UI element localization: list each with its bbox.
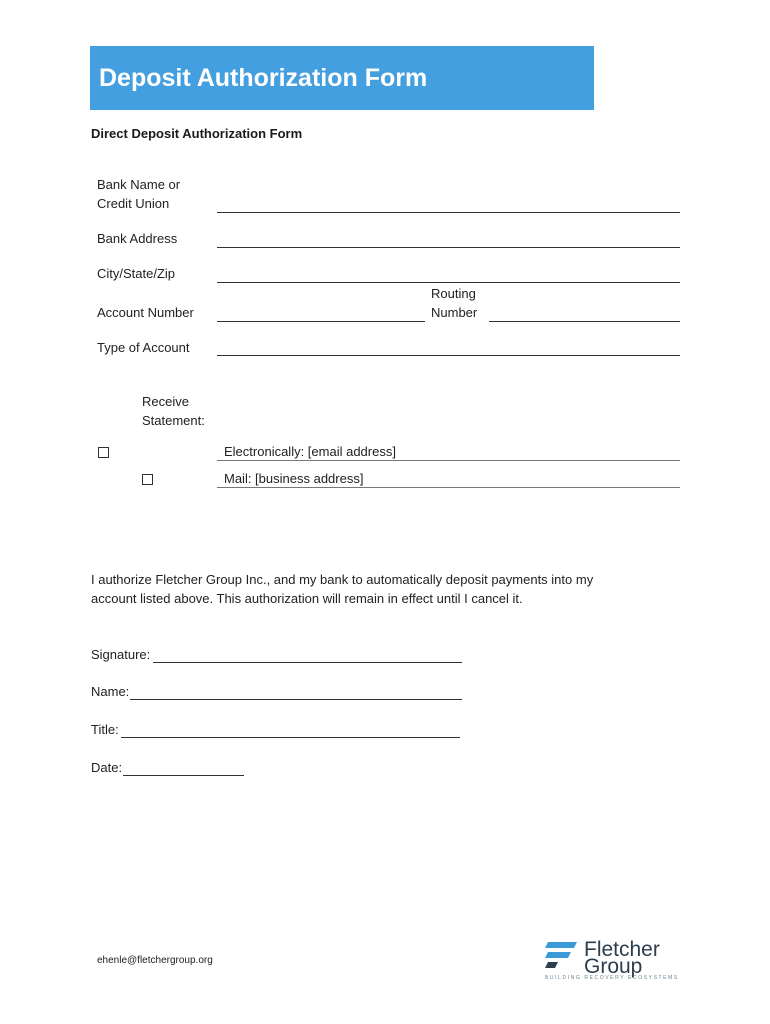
- form-title-banner: [90, 46, 594, 110]
- mail-statement-label: Mail: [business address]: [224, 471, 364, 486]
- account-type-label: Type of Account: [97, 340, 190, 355]
- signature-label: Signature:: [91, 647, 151, 662]
- bank-address-label: Bank Address: [97, 231, 178, 246]
- city-state-zip-field[interactable]: [217, 282, 680, 283]
- title-field[interactable]: [121, 737, 460, 738]
- signature-field[interactable]: [153, 662, 462, 663]
- bank-name-field[interactable]: [217, 212, 680, 213]
- authorization-text: [91, 570, 651, 608]
- bank-name-label: [97, 175, 180, 213]
- fletcher-logo-icon: [544, 942, 578, 972]
- title-label: Title:: [91, 722, 119, 737]
- receive-statement-line2: Statement:: [142, 413, 205, 428]
- receive-statement-line1: Receive: [142, 394, 189, 409]
- name-field[interactable]: [130, 699, 462, 700]
- form-subtitle: Direct Deposit Authorization Form: [91, 126, 303, 141]
- routing-number-label: [431, 284, 477, 322]
- electronic-statement-label: Electronically: [email address]: [224, 444, 396, 459]
- routing-label-line1: Routing: [431, 286, 476, 301]
- routing-number-field[interactable]: [489, 321, 680, 322]
- authorization-text-line2: account listed above. This authorization will remain in effect until I cancel it.: [91, 591, 523, 606]
- account-number-label: Account Number: [97, 305, 194, 320]
- footer-email: ehenle@fletchergroup.org: [97, 955, 213, 966]
- electronic-statement-line[interactable]: [217, 460, 680, 461]
- bank-name-label-line2: Credit Union: [97, 196, 170, 211]
- receive-statement-label: [142, 392, 205, 430]
- date-label: Date:: [91, 760, 123, 775]
- date-field[interactable]: [123, 775, 244, 776]
- name-label: Name:: [91, 684, 130, 699]
- authorization-text-line1: I authorize Fletcher Group Inc., and my bank to automatically deposit payments into my: [91, 572, 594, 587]
- mail-statement-line[interactable]: [217, 487, 680, 488]
- fletcher-group-logo: [544, 940, 684, 982]
- electronic-statement-checkbox[interactable]: [98, 447, 109, 458]
- logo-tagline: BUILDING RECOVERY ECOSYSTEMS: [545, 975, 679, 981]
- form-title: Deposit Authorization Form: [99, 64, 428, 92]
- bank-name-label-line1: Bank Name or: [97, 177, 181, 192]
- logo-word-group: Group: [584, 955, 643, 978]
- mail-statement-checkbox[interactable]: [142, 474, 153, 485]
- routing-label-line2: Number: [431, 305, 478, 320]
- account-type-field[interactable]: [217, 355, 680, 356]
- bank-address-field[interactable]: [217, 247, 680, 248]
- account-number-field[interactable]: [217, 321, 425, 322]
- logo-word-fletcher: Fletcher: [584, 938, 660, 961]
- city-state-zip-label: City/State/Zip: [97, 266, 176, 281]
